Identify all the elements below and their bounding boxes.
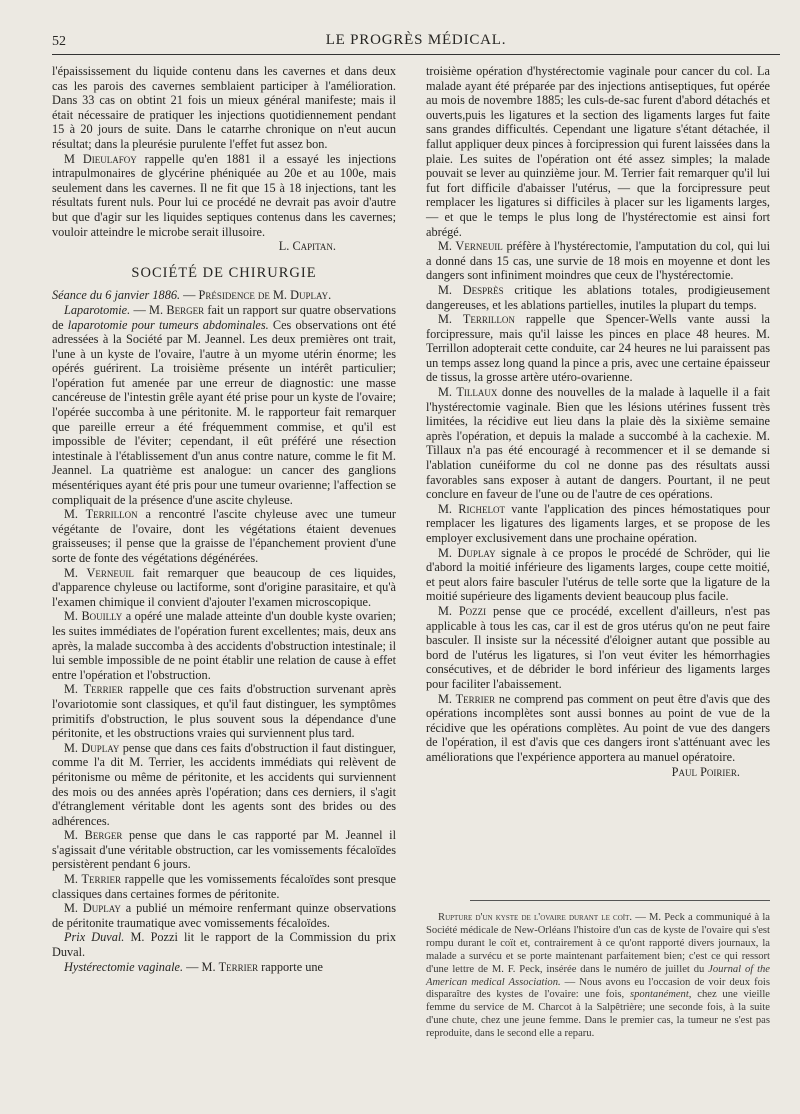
paragraph-text: a opéré une malade atteinte d'un double kyste ovarien; les suites immédiates de l'opération furent excellentes; mais, deux ans après, la malade succomba à des accidents d'obstruction intestinale; il lui semble impossible de ne point établir une relation de cause à effet entre l'opération et l'obstruction. [52, 609, 396, 682]
signature: Paul Poirier. [671, 764, 740, 779]
topic-heading: Laparotomie. [64, 302, 131, 317]
right-column [426, 64, 770, 779]
paragraph-text: pense que dans ces faits d'obstruction il faut distinguer, comme l'a dit M. Terrier, les accidents immédiats qui relèvent de péritonisme ou même de péritonite, et les accidents qui surviennent des mois ou des années après l'opération; dans ces derniers, il s'agit d'étranglement véritable dont les agents sont des brides ou des adhérences. [52, 740, 396, 828]
paragraph-text: — M. [183, 959, 219, 974]
paragraph [52, 872, 396, 901]
paragraph-text: vante l'application des pinces hémostatiques pour remplacer les ligatures des ligaments larges, et se propose de les employer exclusivement dans une prochaine opération. [426, 501, 770, 545]
paragraph [52, 960, 396, 975]
paragraph-text: M. Pozzi lit le rapport de la Commission du prix Duval. [52, 930, 396, 960]
paragraph [52, 152, 396, 240]
paragraph [52, 741, 396, 829]
speaker-name: M. Duplay [438, 545, 496, 560]
italic-word: spontanément, [629, 989, 692, 1001]
paragraph-text: rappelle que les vomissements fécaloïdes sont presque classiques dans certaines formes de péritonite. [52, 872, 397, 901]
note-heading: Rupture d'un kyste de l'ovaire durant le coït. [438, 912, 633, 923]
running-title: LE PROGRÈS MÉDICAL. [325, 32, 507, 48]
paragraph [426, 385, 770, 502]
paragraph-text: chez une vieille femme du service de M. Charcot à la Salpêtrière; une seconde fois, à la suite d'une chute, chez une jeune femme. Dans le premier cas, la tumeur ne s'est pas reproduite, dans le second elle a reparu. [426, 989, 770, 1040]
speaker-name: M. Verneuil [438, 239, 503, 254]
paragraph [52, 507, 396, 565]
speaker-name: M. Berger [64, 828, 123, 843]
topic-heading: Prix Duval. [64, 930, 125, 945]
paragraph-text: ne comprend pas comment on peut être d'avis que des opérations incomplètes sont aussi bonnes au point de vue de la récidive que les opérations complètes. Au point de vue des dangers de l'opération, il est d'avis que ces dangers iront s'atténuant avec les améliorations que l'expérience apportera au manuel opératoire. [426, 691, 770, 764]
header-rule [52, 54, 780, 55]
page-number: 52 [52, 34, 66, 49]
paragraph-text: a publié un mémoire renfermant quinze observations de péritonite traumatique avec vomissements fécaloïdes. [52, 901, 396, 930]
speaker-name: M. Terrier [64, 872, 121, 887]
signature: L. Capitan. [278, 239, 336, 254]
paragraph [52, 566, 396, 610]
paragraph-text: fait un rapport sur quatre observations de [52, 302, 396, 332]
speaker-name: M. Verneuil [64, 565, 134, 580]
paragraph-text: signale à ce propos le procédé de Schröder, qui lie d'abord la moitié inférieure des ligaments larges, coupe cette moitié, et peut alors faire basculer l'utérus de telle sorte que la ligature de la moitié supérieure des ligaments devient beaucoup plus facile. [426, 545, 771, 604]
paragraph [52, 303, 396, 507]
speaker-name: M. Terrillon [64, 507, 138, 522]
paragraph-text: rapporte une [258, 959, 323, 974]
left-column [52, 64, 396, 974]
paragraph [426, 604, 770, 692]
paragraph [52, 930, 396, 959]
paragraph [52, 828, 396, 872]
paragraph: l'épaississement du liquide contenu dans les cavernes et dans deux cas les parois des cavernes semblaient participer à l'amélioration. Dans 33 cas on obtint 21 fois un mieux général manifeste; mais il était nécessaire de pratiquer les injections quotidiennement pendant 15 à 20 jours de suite. Dans le catarrhe chronique on n'eut aucun résultat; dans la pleurésie purulente l'effet fut assez bon. [52, 64, 396, 151]
speaker-name: M. Terrier [438, 691, 496, 706]
seance-line [52, 288, 396, 303]
paragraph [426, 546, 770, 604]
seance-date: Séance du 6 janvier 1886. [52, 288, 181, 303]
paragraph [52, 901, 396, 930]
section-title: SOCIÉTÉ DE CHIRURGIE [131, 264, 317, 281]
speaker-name: M. Bouilly [64, 609, 123, 624]
paragraph-text: Ces observations ont été adressées à la Société par M. Jeannel. Les deux premières ont trait, l'une à un kyste de l'ovaire, l'autre à un myome utérin énorme; les opérés guérirent. La troisième présente un intérêt particulier; l'opération fut amenée par une erreur de diagnostic: une masse cancéreuse de l'intestin grêle ayant été prise pour un kyste de l'ovaire; l'opérée succomba à une péritonite. M. le rapporteur fait remarquer que pareille erreur a été fréquemment commise, et qu'il est impossible de l'éviter; cependant, il eût préféré une résection intestinale à l'établissement d'un anus contre nature, comme le fit M. Jeannel. La quatrième est analogue: un cancer des ganglions mésentériques ayant été pris pour une tumeur ovarienne; l'affection se compliquait de la présence d'une ascite chyleuse. [52, 317, 396, 507]
paragraph-text: fait remarquer que beaucoup de ces liquides, d'apparence chyleuse ou lactiforme, sont d'origine parasitaire, et qu'à l'examen chimique il convient d'ajouter l'examen microscopique. [52, 565, 396, 609]
paragraph-text: pense que dans le cas rapporté par M. Jeannel il s'agissait d'une véritable obstruction, car les vomissements fécaloïdes persistèrent pendant 6 jours. [52, 828, 396, 872]
paragraph-text: rappelle que ces faits d'obstruction survenant après l'ovariotomie sont classiques, et qu'il faut distinguer, les symptômes primitifs d'obstruction, le plus souvent sous la dépendance d'une péritonite, et les obstructions vraies qui surviennent plus tard. [52, 682, 396, 741]
paragraph [52, 609, 396, 682]
paragraph-text: a rencontré l'ascite chyleuse avec une tumeur végétante de l'ovaire, dont les végétations étaient devenues graisseuses; il pense que la graisse de l'épanchement provient d'une sorte de fonte des végétations dégénérées. [52, 507, 396, 565]
speaker-name: M. Duplay [64, 740, 120, 755]
paragraph-text: — M. [130, 302, 167, 317]
paragraph-text: critique les ablations totales, prodigieusement dangereuses, et les ablations partielles, inutiles la plupart du temps. [426, 282, 770, 312]
speaker-name: M. Terrier [64, 682, 124, 697]
speaker-name: M. Pozzi [438, 603, 487, 618]
speaker-name: Terrier [218, 959, 259, 974]
paragraph-text: rappelle qu'en 1881 il a essayé les injections intrapulmonaires de glycérine phéniquée au 20e et au 100e, mais seulement dans les cavernes. Il ne fit que 15 à 18 injections, tant les résultats furent nuls. Pour lui ce procédé ne devrait pas avoir d'autre but que d'agir sur les liquides septiques contenus dans les cavernes; vouloir atteindre le microbe serait illusoire. [52, 151, 396, 239]
speaker-name: M. Desprès [438, 282, 504, 297]
speaker-name: M. Duplay [64, 901, 121, 916]
paragraph-text: — M. Peck a communiqué à la Société médicale de New-Orléans l'histoire d'un cas de kyste de l'ovaire qui s'est rompu durant le coït et, contrairement à ce qu'ont rapporté divers journaux, la malade a survécu et se porte maintenant parfaitement bien; c'est ce qui ressort d'une lettre de M. F. Peck, insérée dans le numéro de juillet du [426, 912, 770, 975]
paragraph [426, 692, 770, 765]
speaker-name: M. Richelot [438, 501, 505, 516]
paragraph [426, 502, 770, 546]
paragraph [426, 283, 770, 312]
note-divider [470, 900, 770, 901]
paragraph [426, 912, 770, 1041]
speaker-name: M Dieulafoy [64, 151, 137, 166]
paragraph-text: pense que ce procédé, excellent d'ailleurs, n'est pas applicable à tous les cas, car il est de gros utérus qu'on ne peut faire basculer. Il insiste sur la nécessité d'éloigner autant que possible au bord de l'utérus les ligatures, si l'on veut éviter les hémorrhagies consécutives, et de débrider le bord inférieur des ligaments larges pour faciliter l'abaissement. [426, 603, 770, 691]
speaker-name: M. Terrillon [438, 312, 515, 327]
paragraph-text: rappelle que Spencer-Wells vante aussi la forcipressure, mais qu'il laisse les pinces en place 48 heures. M. Terrillon adopterait cette conduite, car 24 heures ne lui paraissent pas un temps assez long quand la pince a pris, avec une certaine épaisseur de tissus, la grosse artère utéro-ovarienne. [426, 312, 770, 385]
speaker-name: Berger [166, 302, 205, 317]
paragraph [426, 239, 770, 283]
page-header [52, 28, 780, 50]
paragraph-text: donne des nouvelles de la malade à laquelle il a fait l'hystérectomie vaginale. Bien que les lésions utérines fussent très limitées, la récidive eut lieu dans la plaie dès la sixième semaine après l'opération, et depuis la malade a succombé à la cachexie. M. Tillaux n'a pas été encouragé à recommencer et il se demande si l'ablation cunéiforme du col ne donne pas des résultats aussi favorables sans exposer à autant de dangers. Pourtant, il ne peut conclure en faveur de l'une ou de l'autre de ces opérations. [426, 385, 770, 502]
paragraph-text: préfère à l'hystérectomie, l'amputation du col, qui lui a donné dans 15 cas, une survie de 18 mois en moyenne et dont les dangers sont infiniment moindres que ceux de l'hystérectomie. [426, 239, 770, 283]
seance-presidence: — Présidence de M. Duplay. [180, 288, 332, 303]
paragraph [52, 682, 396, 740]
italic-phrase: laparotomie pour tumeurs abdominales. [67, 317, 269, 332]
paragraph [426, 312, 770, 385]
topic-heading: Hystérectomie vaginale. [64, 959, 184, 974]
paragraph: troisième opération d'hystérectomie vaginale pour cancer du col. La malade ayant été préparée par des injections antiseptiques, fut opérée au mois de novembre 1885; les culs-de-sac furent d'abord détachés et ouverts,puis les ligatures et la section des ligaments larges fut faite sans grandes difficultés. Cependant une ligature s'étant détachée, il fallut appliquer deux pinces à forcipression qui furent laissées dans la plaie. Les suites de l'opération ont été assez simples; la malade pouvait se lever au quinzième jour. M. Terrier fait remarquer qu'il lui fut fort difficile d'abaisser l'utérus, — que la forcipressure peut remplacer les ligatures si difficiles à placer sur les ligaments larges, — et que le temps le plus long de l'hystérectomie est ainsi fort abrégé. [426, 64, 770, 239]
news-note [426, 912, 770, 1041]
journal-title: Journal of the American medical Association. [426, 963, 771, 988]
paragraph-text: — Nous avons eu l'occasion de voir deux fois disparaître des kystes de l'ovaire: une fois, [426, 976, 770, 1001]
speaker-name: M. Tillaux [438, 385, 498, 400]
